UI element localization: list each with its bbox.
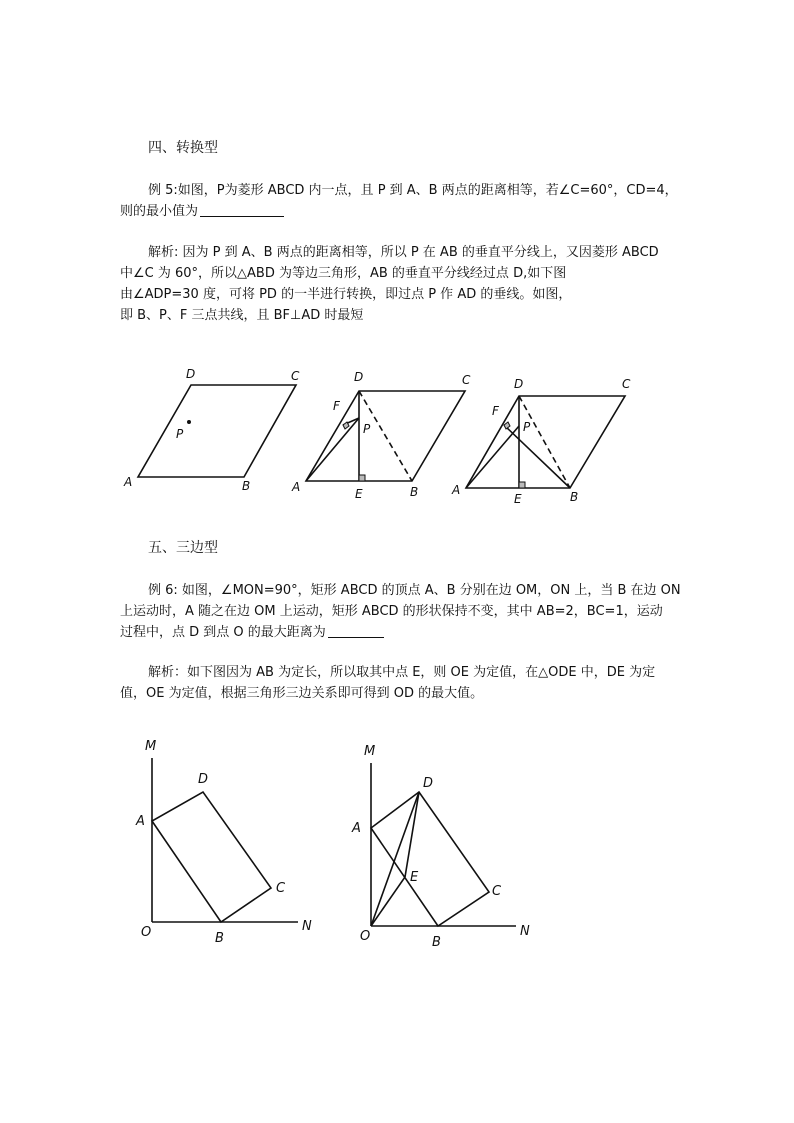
analysis6-line1: 解析：如下图因为 AB 为定长，所以取其中点 E，则 OE 为定值，在△ODE 中，DE 为定	[148, 665, 656, 680]
analysis6-line2: 值，OE 为定值，根据三角形三边关系即可得到 OD 的最大值。	[120, 686, 484, 701]
figure-rectangle-1	[152, 758, 298, 922]
label-f: F	[333, 399, 340, 413]
segment-od	[371, 792, 419, 926]
label-d: D	[514, 377, 524, 391]
label-a: A	[292, 480, 301, 494]
segment-ed	[405, 792, 419, 877]
analysis5-line4: 即 B、P、F 三点共线，且 BF⊥AD 时最短	[120, 308, 364, 323]
figure-rhombus-1	[138, 385, 296, 477]
example6-line2: 上运动时，A 随之在边 OM 上运动，矩形 ABCD 的形状保持不变，其中 AB=2，BC=1，运动	[120, 604, 663, 619]
example5-line2-text: 则的最小值为	[120, 204, 199, 219]
segment-db-dashed	[519, 396, 570, 488]
right-angle-mark	[359, 475, 365, 481]
point-p	[188, 421, 190, 423]
label-c: C	[492, 884, 502, 899]
example5-line1: 例 5:如图，P为菱形 ABCD 内一点，且 P 到 A、B 两点的距离相等，若∠C=60°，CD=4，	[148, 183, 678, 198]
label-o: O	[360, 929, 371, 944]
label-p: P	[363, 422, 371, 436]
label-a: A	[452, 483, 461, 497]
segment-db-dashed	[359, 391, 412, 481]
label-m: M	[145, 739, 157, 754]
section5-heading: 五、三边型	[148, 540, 218, 556]
label-n: N	[302, 919, 312, 934]
rectangle-abcd	[371, 792, 489, 926]
label-c: C	[291, 369, 300, 383]
label-m: M	[364, 744, 376, 759]
label-b: B	[242, 479, 251, 493]
label-d: D	[198, 772, 209, 787]
analysis5-line1: 解析: 因为 P 到 A、B 两点的距离相等，所以 P 在 AB 的垂直平分线上，又因菱形 ABCD	[148, 245, 659, 260]
rectangle-abcd	[152, 792, 271, 922]
label-c: C	[462, 373, 471, 387]
label-b: B	[215, 931, 224, 946]
label-e: E	[410, 870, 419, 885]
analysis5-line3: 由∠ADP=30 度，可将 PD 的一半进行转换，即过点 P 作 AD 的垂线。如图，	[120, 287, 572, 302]
label-p: P	[176, 427, 184, 441]
section4-heading: 四、转换型	[148, 140, 218, 156]
label-b: B	[432, 935, 441, 950]
label-a: A	[352, 821, 361, 836]
label-e: E	[355, 487, 363, 501]
example6-line3-text: 过程中，点 D 到点 O 的最大距离为	[120, 625, 326, 640]
label-b: B	[570, 490, 579, 504]
label-e: E	[514, 492, 522, 506]
segment-ap	[466, 426, 519, 488]
segment-ap	[306, 418, 359, 481]
label-n: N	[520, 924, 530, 939]
label-c: C	[276, 881, 286, 896]
segment-fb	[504, 425, 570, 488]
label-a: A	[124, 475, 133, 489]
label-b: B	[410, 485, 419, 499]
label-o: O	[141, 925, 152, 940]
label-d: D	[423, 776, 434, 791]
right-angle-mark	[504, 422, 510, 429]
label-a: A	[136, 814, 145, 829]
label-p: P	[523, 420, 531, 434]
label-d: D	[354, 370, 364, 384]
segment-oe	[371, 877, 405, 926]
figure-rhombus-3	[466, 396, 625, 488]
label-f: F	[492, 404, 499, 418]
rhombus-abcd	[466, 396, 625, 488]
example6-line1: 例 6: 如图，∠MON=90°，矩形 ABCD 的顶点 A、B 分别在边 OM，ON 上，当 B 在边 ON	[148, 583, 681, 598]
label-c: C	[622, 377, 631, 391]
figure-rhombus-2	[306, 391, 465, 481]
label-d: D	[186, 367, 196, 381]
figure-rectangle-2	[371, 763, 516, 926]
rhombus-abcd	[138, 385, 296, 477]
right-angle-mark	[519, 482, 525, 488]
analysis5-line2: 中∠C 为 60°，所以△ABD 为等边三角形，AB 的垂直平分线经过点 D,如下图	[120, 266, 567, 281]
